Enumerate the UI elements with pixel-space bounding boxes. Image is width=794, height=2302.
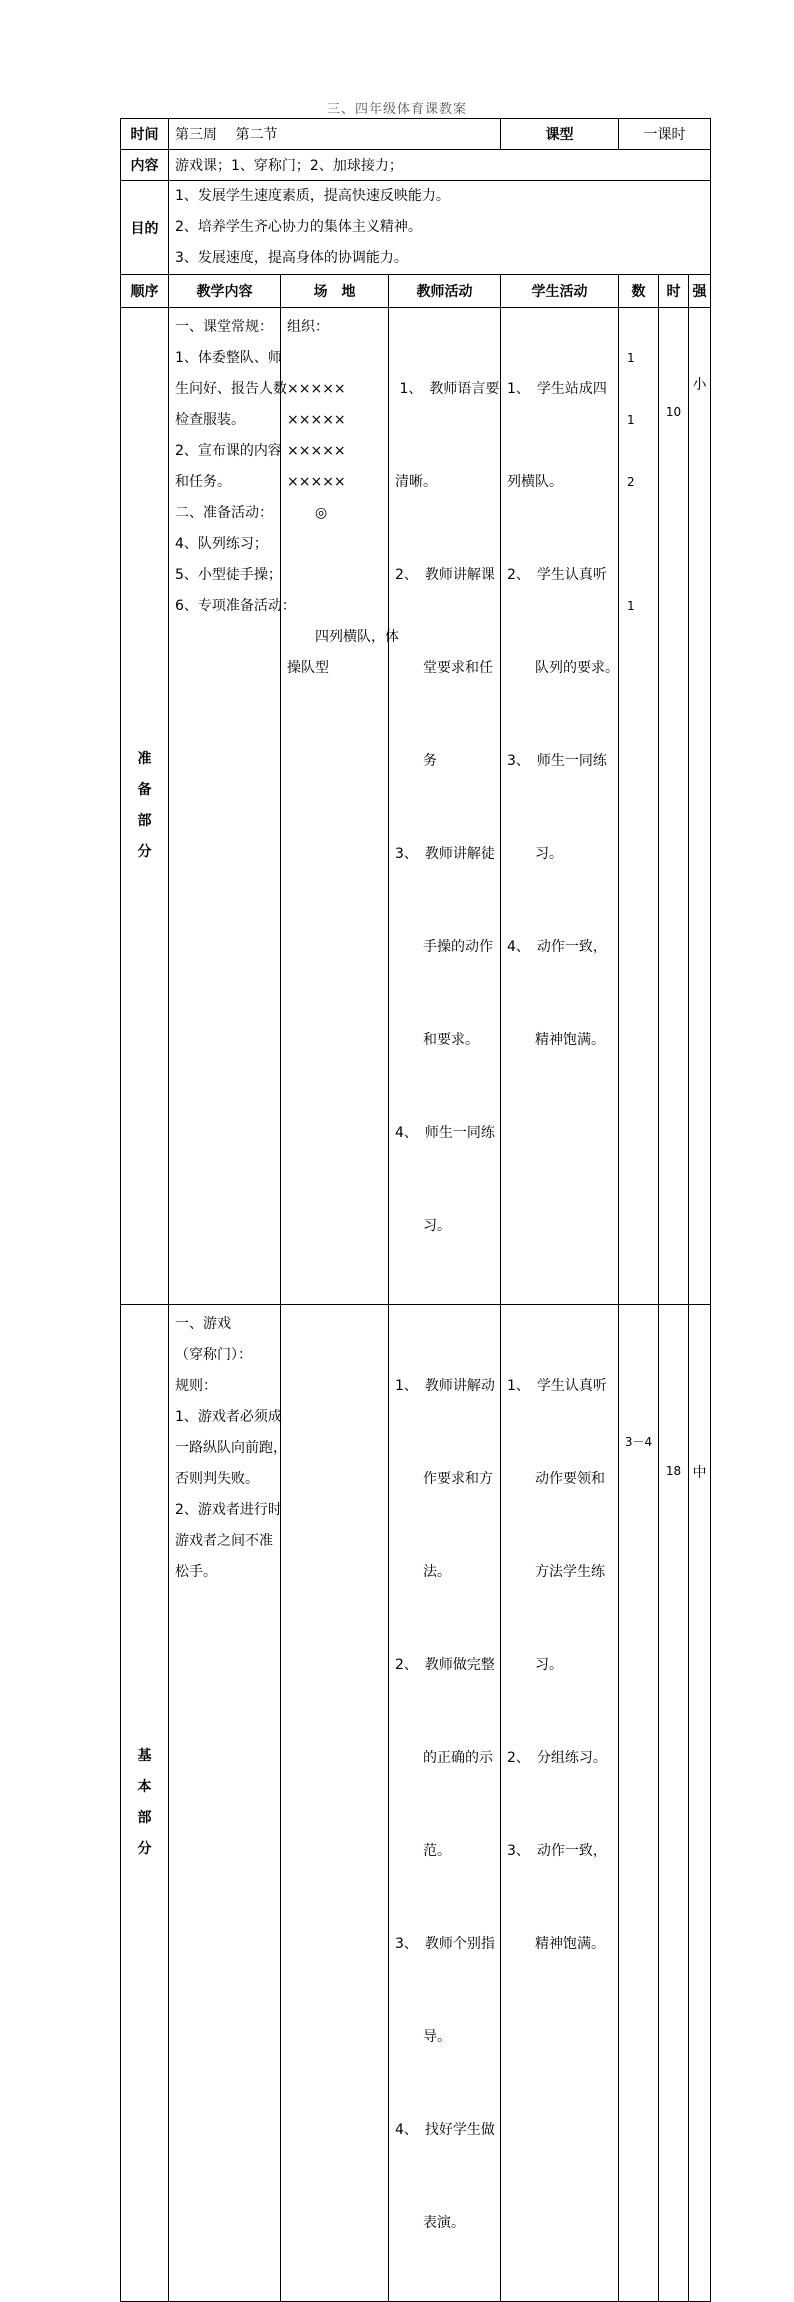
prep-count: [619, 308, 659, 1305]
basic-section-title: [121, 1305, 169, 2302]
venue-label: 组织：: [287, 319, 329, 335]
goal-line: 1、发展学生速度素质，提高快速反映能力。: [175, 188, 450, 204]
teacher-line: 和要求。: [395, 1032, 479, 1048]
formation-row: ×××××: [287, 474, 346, 490]
student-line: 3、 师生一同练: [507, 753, 607, 769]
venue-line: [287, 560, 388, 591]
prep-content-line: 生问好、报告人数: [175, 381, 287, 397]
teacher-line: 表演。: [395, 2215, 465, 2231]
count-value: 1: [627, 413, 635, 427]
teacher-line: 习。: [395, 1218, 451, 1234]
student-line: 精神饱满。: [507, 1032, 605, 1048]
basic-content-line: 游戏者之间不准: [175, 1533, 273, 1549]
student-line: 1、 学生认真听: [507, 1378, 607, 1394]
lesson-type-label: 课型: [501, 119, 619, 150]
student-line: 1、 学生站成四: [507, 381, 607, 397]
header-order: 顺序: [121, 275, 169, 308]
basic-content-line: 2、游戏者进行时: [175, 1502, 282, 1518]
basic-title-char: 基: [137, 1748, 152, 1764]
basic-title-char: 本: [137, 1779, 152, 1795]
student-line: 2、 分组练习。: [507, 1750, 607, 1766]
prep-content-line: 5、小型徒手操；: [175, 567, 282, 583]
count-value: [627, 312, 658, 343]
count-value: [627, 436, 658, 467]
student-line: 习。: [507, 846, 563, 862]
prep-content-line: 2、宣布课的内容: [175, 443, 282, 459]
basic-content-line: 松手。: [175, 1564, 217, 1580]
teacher-line: 2、 教师讲解课: [395, 567, 495, 583]
student-line: 习。: [507, 1657, 563, 1673]
venue-line: [287, 591, 388, 622]
basic-content: [169, 1305, 287, 2302]
basic-content-line: 规则：: [175, 1378, 217, 1394]
prep-title-char: 分: [137, 844, 152, 860]
teacher-line: 4、 师生一同练: [395, 1125, 495, 1141]
basic-student: [501, 1305, 619, 2302]
venue-line: [287, 529, 388, 560]
teacher-line: 法。: [395, 1564, 451, 1580]
header-time: 时: [659, 275, 689, 308]
header-teacher: 教师活动: [389, 275, 501, 308]
prep-content-line: 检查服装。: [175, 412, 245, 428]
prep-section-title: [121, 308, 169, 1305]
basic-title-char: 分: [137, 1841, 152, 1857]
teacher-line: 4、 找好学生做: [395, 2122, 495, 2138]
time-value: 第三周 第二节: [169, 119, 501, 150]
basic-content-line: 一路纵队向前跑，: [175, 1440, 287, 1456]
prep-title-char: 部: [137, 813, 152, 829]
goal-label: 目的: [121, 181, 169, 275]
teacher-line: 手操的动作: [395, 939, 493, 955]
prep-content: [169, 308, 296, 1305]
goal-line: 2、培养学生齐心协力的集体主义精神。: [175, 219, 422, 235]
student-line: 精神饱满。: [507, 1936, 605, 1952]
count-value: 1: [627, 599, 635, 613]
basic-venue: [281, 1305, 389, 2302]
formation-caption: 操队型: [287, 660, 329, 676]
teacher-line: 1、 教师语言要: [395, 381, 500, 397]
teacher-line: 务: [395, 753, 437, 769]
lesson-type-value: 一课时: [619, 119, 711, 150]
formation-caption: 四列横队，体: [287, 629, 399, 645]
content-label: 内容: [121, 150, 169, 181]
prep-title-char: 备: [137, 782, 152, 798]
prep-time: 10: [659, 308, 689, 1305]
count-value: 1: [627, 351, 635, 365]
teacher-line: 3、 教师个别指: [395, 1936, 495, 1952]
student-line: 3、 动作一致，: [507, 1843, 607, 1859]
content-value: 游戏课；1、穿称门；2、加球接力；: [169, 150, 711, 181]
teacher-line: 的正确的示: [395, 1750, 493, 1766]
prep-content-line: 4、队列练习；: [175, 536, 268, 552]
count-value: [627, 560, 658, 591]
prep-content-line: 二、准备活动：: [175, 505, 273, 521]
student-line: 方法学生练: [507, 1564, 605, 1580]
student-line: 队列的要求。: [507, 660, 619, 676]
prep-intensity: 小: [689, 308, 711, 1305]
teacher-line: 2、 教师做完整: [395, 1657, 495, 1673]
basic-teacher: [389, 1305, 501, 2302]
count-value: 2: [627, 475, 635, 489]
document-title: 三、四年级体育课教案: [326, 102, 467, 117]
prep-content-line: 1、体委整队、师: [175, 350, 282, 366]
venue-line: [287, 343, 388, 374]
prep-content-line: 6、专项准备活动：: [175, 598, 296, 614]
prep-title-char: 准: [137, 751, 152, 767]
count-value: [627, 529, 658, 560]
teacher-line: 清晰。: [395, 474, 437, 490]
basic-content-line: 一、游戏: [175, 1316, 231, 1332]
count-value: [627, 498, 658, 529]
count-value: [627, 374, 658, 405]
lesson-plan-table: [120, 118, 711, 2302]
goal-lines: [169, 181, 711, 275]
prep-content-line: 一、课堂常规：: [175, 319, 273, 335]
basic-content-line: 1、游戏者必须成: [175, 1409, 282, 1425]
teacher-line: 1、 教师讲解动: [395, 1378, 495, 1394]
basic-time: 18: [659, 1305, 689, 2302]
prep-venue: [281, 308, 399, 1305]
basic-count: 3－4: [619, 1305, 659, 2302]
time-label: 时间: [121, 119, 169, 150]
teacher-line: 3、 教师讲解徒: [395, 846, 495, 862]
header-content: 教学内容: [169, 275, 281, 308]
basic-content-line: （穿称门）：: [175, 1347, 252, 1363]
formation-row: ×××××: [287, 443, 346, 459]
basic-intensity: 中: [689, 1305, 711, 2302]
teacher-line: 作要求和方: [395, 1471, 493, 1487]
header-count: 数: [619, 275, 659, 308]
basic-content-line: 否则判失败。: [175, 1471, 259, 1487]
header-intensity: 强: [689, 275, 711, 308]
teacher-line: 范。: [395, 1843, 451, 1859]
teacher-line: 导。: [395, 2029, 451, 2045]
header-venue: 场 地: [281, 275, 389, 308]
student-line: 动作要领和: [507, 1471, 605, 1487]
student-line: 2、 学生认真听: [507, 567, 607, 583]
goal-line: 3、发展速度，提高身体的协调能力。: [175, 250, 408, 266]
formation-row: ×××××: [287, 381, 346, 397]
basic-title-char: 部: [137, 1810, 152, 1826]
teacher-line: 堂要求和任: [395, 660, 493, 676]
student-line: 列横队。: [507, 474, 563, 490]
prep-content-line: 和任务。: [175, 474, 231, 490]
teacher-position-icon: ◎: [315, 505, 328, 521]
prep-student: [501, 308, 619, 1305]
student-line: 4、 动作一致，: [507, 939, 607, 955]
prep-teacher: [389, 308, 501, 1305]
formation-row: ×××××: [287, 412, 346, 428]
header-student: 学生活动: [501, 275, 619, 308]
